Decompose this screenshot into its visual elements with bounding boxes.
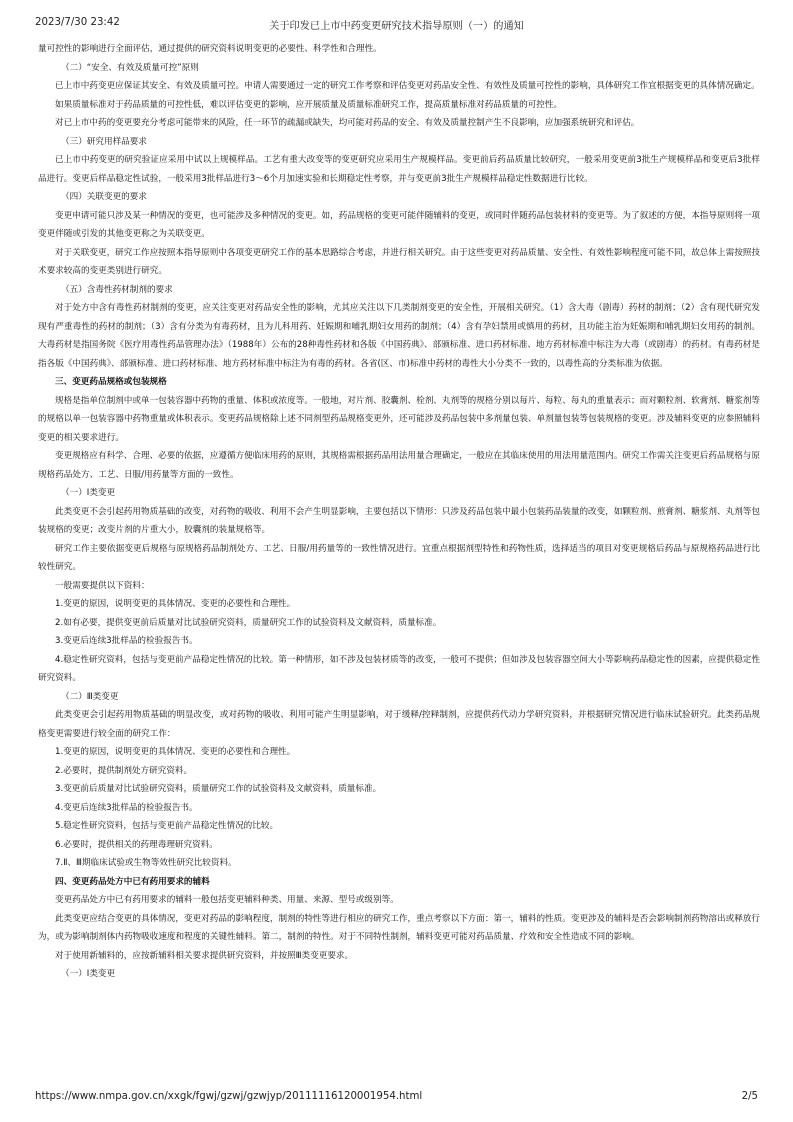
paragraph: 已上市中药变更应保证其安全、有效及质量可控。申请人需要通过一定的研究工作考察和评估变更对药品安全性、有效性及质量可控性的影响，具体研究工作宜根据变更的具体情况确定。: [55, 81, 760, 91]
paragraph: 变更规格应有科学、合理、必要的依据，应遵循方便临床用药的原则，其规格需根据药品用法用量合理确定，一般应在其临床使用的用法用量范围内。研究工作需关注变更后药品规格与原规格药品处方、工艺、日服/用药量等方面的一致性。: [38, 451, 760, 480]
subsection-heading: （一）Ⅰ类变更: [61, 969, 116, 979]
document-body: [38, 40, 760, 984]
paragraph: 6.必要时，提供相关的药理毒理研究资料。: [55, 839, 218, 850]
document-title: 关于印发已上市中药变更研究技术指导原则（一）的通知: [269, 21, 524, 32]
paragraph: 此类变更应结合变更的具体情况，变更对药品的影响程度，制剂的特性等进行相应的研究工作，重点考察以下方面：第一，辅料的性质。变更涉及的辅料是否会影响制剂药物溶出或释放行为，或为影响制剂体内药物吸收速度和程度的关键性辅料。第二，制剂的特性。对于不同特性制剂，辅料变更可能对药品质量、疗效和安全性造成不同的影响。: [38, 913, 760, 942]
paragraph: 4.变更后连续3批样品的检验报告书。: [55, 802, 198, 813]
section-heading: 三、变更药品规格或包装规格: [55, 377, 167, 387]
paragraph: 已上市中药变更的研究验证应采用中试以上规模样品。工艺有重大改变等的变更研究应采用生产规模样品。变更前后药品质量比较研究，一般采用变更前3批生产规模样品和变更后3批样品进行。变更后样品稳定性试验，一般采用3批样品进行3～6个月加速实验和长期稳定性考察，并与变更前3批生产规模样品稳定性数据进行比较。: [38, 155, 760, 184]
paragraph: 对于关联变更，研究工作应按照本指导原则中各项变更研究工作的基本思路综合考虑，并进行相关研究。由于这些变更对药品质量、安全性、有效性影响程度可能不同，故总体上需按照技术要求较高的变更类别进行研究。: [38, 247, 760, 276]
subsection-heading: （三）研究用样品要求: [61, 136, 147, 147]
paragraph: 3.变更前后质量对比试验研究资料，质量研究工作的试验资料及文献资料，质量标准。: [55, 784, 382, 794]
paragraph: 7.Ⅱ、Ⅲ期临床试验或生物等效性研究比较资料。: [55, 858, 237, 868]
paragraph: 一般需要提供以下资料：: [55, 580, 150, 591]
paragraph: 2.如有必要，提供变更前后质量对比试验研究资料，质量研究工作的试验资料及文献资料，质量标准。: [55, 617, 442, 628]
paragraph: 研究工作主要依据变更后规格与原规格药品制剂处方、工艺、日服/用药量等的一致性情况进行。宜重点根据剂型特性和药物性质，选择适当的项目对变更规格后药品与原规格药品进行比较性研究。: [38, 543, 760, 572]
paragraph: 4.稳定性研究资料，包括与变更前产品稳定性情况的比较。第一种情形，如不涉及包装材质等的改变，一般可不提供；但如涉及包装容器空间大小等影响药品稳定性的因素，应提供稳定性研究资料。: [38, 654, 760, 683]
subsection-heading: （二）“安全、有效及质量可控”原则: [61, 62, 199, 73]
paragraph: 1.变更的原因，说明变更的具体情况、变更的必要性和合理性。: [55, 747, 296, 757]
print-datetime: 2023/7/30 23:42: [35, 17, 120, 28]
paragraph: 3.变更后连续3批样品的检验报告书。: [55, 636, 198, 646]
paragraph: 规格是指单位制剂中或单一包装容器中药物的重量、体积或浓度等。一般地，对片剂、胶囊剂、栓剂、丸剂等的规格分别以每片、每粒、每丸的重量表示；而对颗粒剂、软膏剂、糖浆剂等的规格以单一包装容器中药物重量或体积表示。变更药品规格除上述不同剂型药品规格变更外，还可能涉及药品包装中多剂量包装、单剂量包装等包装规格的变更。涉及辅料变更的应参照辅料变更的相关要求进行。: [38, 395, 760, 443]
paragraph: 量可控性的影响进行全面评估，通过提供的研究资料说明变更的必要性、科学性和合理性。: [38, 44, 382, 54]
paragraph: 对于使用新辅料的，应按新辅料相关要求提供研究资料，并按照Ⅲ类变更要求。: [55, 950, 354, 961]
paragraph: 对于处方中含有毒性药材制剂的变更，应关注变更对药品安全性的影响，尤其应关注以下几类制剂变更的安全性，开展相关研究。（1）含大毒（剧毒）药材的制剂；（2）含有现代研究发现有严重毒性的药材的制剂；（3）含有分类为有毒药材，且为儿科用药、妊娠期和哺乳期妇女用药的制剂；（4）含有孕妇禁用或慎用的药材，且功能主治为妊娠期和哺乳期妇女用药的制剂。大毒药材是指国务院《医疗用毒性药品管理办法》（1988年）公布的28种毒性药材和各版《中国药典》、部颁标准、进口药材标准、地方药材标准中标注为大毒（或剧毒）的药材。有毒药材是指各版《中国药典》、部颁标准、进口药材标准、地方药材标准中标注为有毒的药材。各省(区、市)标准中药材的毒性大小分类不一致的，以毒性高的分类标准为依据。: [38, 303, 760, 369]
paragraph: 2.必要时，提供制剂处方研究资料。: [55, 765, 193, 776]
paragraph: 5.稳定性研究资料，包括与变更前产品稳定性情况的比较。: [55, 821, 279, 831]
paragraph: 1.变更的原因，说明变更的具体情况、变更的必要性和合理性。: [55, 599, 296, 609]
subsection-heading: （五）含毒性药材制剂的要求: [61, 284, 173, 295]
page-number: 2/5: [741, 1091, 758, 1102]
source-url-link[interactable]: https://www.nmpa.gov.cn/xxgk/fgwj/gzwj/gzwjyp/20111116120001954.html: [35, 1091, 423, 1102]
subsection-heading: （一）Ⅰ类变更: [61, 488, 116, 498]
paragraph: 对已上市中药的变更要充分考虑可能带来的风险，任一环节的疏漏或缺失，均可能对药品的安全、有效及质量控制产生不良影响，应加强系统研究和评估。: [55, 118, 640, 128]
paragraph: 变更药品处方中已有药用要求的辅料一般包括变更辅料种类、用量、来源、型号或级别等。: [55, 895, 399, 905]
page-header: [35, 17, 758, 31]
paragraph: 此类变更会引起药用物质基础的明显改变，或对药物的吸收、利用可能产生明显影响，对于缓释/控释制剂，应提供药代动力学研究资料，并根据研究情况进行临床试验研究。此类药品规格变更需要进行较全面的研究工作：: [38, 710, 760, 739]
subsection-heading: （二）Ⅲ类变更: [61, 691, 119, 702]
subsection-heading: （四）关联变更的要求: [61, 192, 147, 202]
page-footer: [35, 1091, 758, 1105]
paragraph: 此类变更不会引起药用物质基础的改变，对药物的吸收、利用不会产生明显影响，主要包括以下情形：只涉及药品包装中最小包装药品装量的改变，如颗粒剂、煎膏剂、糖浆剂、丸剂等包装规格的变更；改变片剂的片重大小，胶囊剂的装量规格等。: [38, 506, 760, 535]
paragraph: 如果质量标准对于药品质量的可控性低，难以评估变更的影响，应开展质量及质量标准研究工作，提高质量标准对药品质量的可控性。: [55, 99, 563, 110]
paragraph: 变更申请可能只涉及某一种情况的变更，也可能涉及多种情况的变更。如，药品规格的变更可能伴随辅料的变更，或同时伴随药品包装材料的变更等。为了叙述的方便，本指导原则将一项变更伴随或引发的其他变更称之为关联变更。: [38, 210, 760, 239]
section-heading: 四、变更药品处方中已有药用要求的辅料: [55, 876, 210, 887]
